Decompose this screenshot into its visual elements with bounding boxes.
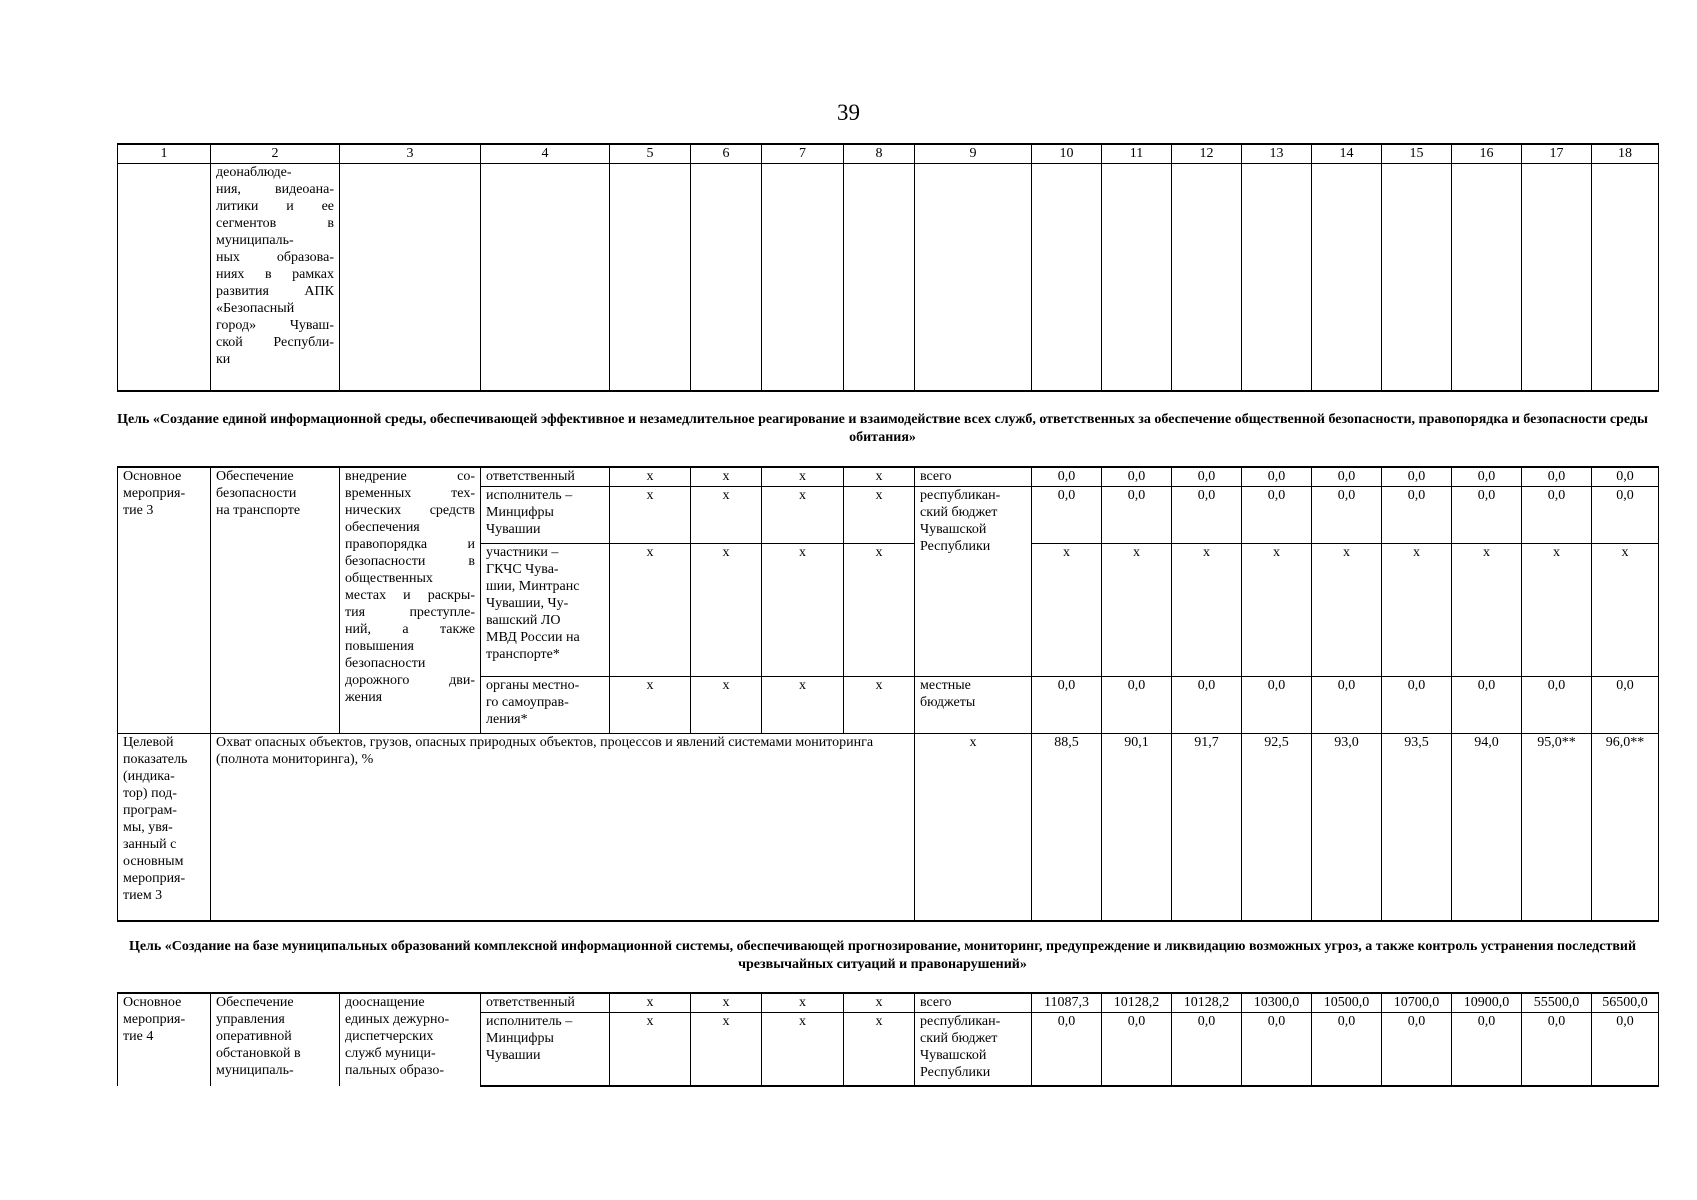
value-cell: 0,0 (1522, 486, 1592, 543)
measure-4-description: дооснащение единых дежурно- диспетчерских служб муници- пальных образо- (340, 993, 481, 1086)
col-num: 14 (1312, 144, 1382, 164)
value-cell: 0,0 (1522, 467, 1592, 486)
col-num: 10 (1032, 144, 1102, 164)
executor-label: ответственный (481, 993, 610, 1012)
col-num: 4 (481, 144, 610, 164)
value-cell: 0,0 (1522, 676, 1592, 733)
measure-4-table (117, 992, 1659, 1087)
value-cell: 95,0** (1522, 733, 1592, 921)
value-cell: 0,0 (1592, 467, 1659, 486)
value-cell: 0,0 (1102, 676, 1172, 733)
x-mark: x (610, 543, 691, 676)
col-num: 15 (1382, 144, 1452, 164)
col-num: 12 (1172, 144, 1242, 164)
x-mark: x (844, 543, 915, 676)
col-num: 13 (1242, 144, 1312, 164)
continuation-text: деонаблюде- ния, видеоана- литики и ее сегментов в муниципаль- ных образова- ниях в рамках развития АПК «Безопасный город» Чуваш- ской Республи- ки (211, 164, 340, 391)
value-cell: 96,0** (1592, 733, 1659, 921)
measure-3-description: внедрение со- временных тех- нических средств обеспечения правопорядка и безопасности в общественных местах и раскры- тия преступле- ний, а также повышения безопасности дорожного дви- жения (340, 467, 481, 733)
value-cell: 0,0 (1242, 486, 1312, 543)
continuation-row (118, 164, 1659, 391)
value-cell: 90,1 (1102, 733, 1172, 921)
value-cell: 0,0 (1242, 467, 1312, 486)
value-cell: 0,0 (1242, 676, 1312, 733)
value-cell: 10128,2 (1102, 993, 1172, 1012)
x-mark: x (844, 676, 915, 733)
value-cell: 0,0 (1032, 486, 1102, 543)
value-cell: 0,0 (1452, 1012, 1522, 1086)
value-cell: 0,0 (1032, 467, 1102, 486)
x-mark: x (844, 993, 915, 1012)
col-num: 1 (118, 144, 211, 164)
x-mark: x (691, 486, 762, 543)
x-mark: x (844, 1012, 915, 1086)
value-cell: 0,0 (1172, 676, 1242, 733)
x-mark: x (762, 1012, 844, 1086)
x-mark: x (610, 676, 691, 733)
x-mark: x (610, 1012, 691, 1086)
value-cell: x (1032, 543, 1102, 676)
funding-source: республикан- ский бюджет Чувашской Республики (915, 486, 1032, 676)
value-cell: 0,0 (1452, 486, 1522, 543)
col-num: 5 (610, 144, 691, 164)
value-cell: x (1522, 543, 1592, 676)
funding-source: местные бюджеты (915, 676, 1032, 733)
value-cell: 0,0 (1312, 467, 1382, 486)
value-cell: 0,0 (1172, 467, 1242, 486)
executor-label: исполнитель – Минцифры Чувашии (481, 1012, 610, 1086)
value-cell: 88,5 (1032, 733, 1102, 921)
executor-label: ответственный (481, 467, 610, 486)
col-num: 3 (340, 144, 481, 164)
executor-label: органы местно- го самоуправ- ления* (481, 676, 610, 733)
goal-heading-1: Цель «Создание единой информационной среды, обеспечивающей эффективное и незамедлительное реагирование и взаимодействие всех служб, ответственных за обеспечение общественной безопасности, правопорядка и безопасности среды обитания» (117, 412, 1648, 445)
continuation-table (117, 143, 1659, 392)
value-cell: x (1312, 543, 1382, 676)
measure-3-table (117, 466, 1659, 922)
x-mark: x (762, 486, 844, 543)
value-cell: 10128,2 (1172, 993, 1242, 1012)
value-cell: 0,0 (1102, 486, 1172, 543)
measure-3-title: Обеспечение безопасности на транспорте (211, 467, 340, 733)
value-cell: x (1102, 543, 1172, 676)
x-mark: x (610, 486, 691, 543)
executor-label: участники – ГКЧС Чува- шии, Минтранс Чувашии, Чу- вашский ЛО МВД России на транспорте* (481, 543, 610, 676)
col-num: 9 (915, 144, 1032, 164)
value-cell: 93,5 (1382, 733, 1452, 921)
x-mark: x (691, 993, 762, 1012)
col-num: 18 (1592, 144, 1659, 164)
value-cell: x (1382, 543, 1452, 676)
value-cell: 0,0 (1102, 1012, 1172, 1086)
x-mark: x (762, 676, 844, 733)
value-cell: 0,0 (1452, 676, 1522, 733)
x-mark: x (762, 543, 844, 676)
value-cell: 0,0 (1382, 486, 1452, 543)
value-cell: 92,5 (1242, 733, 1312, 921)
value-cell: 0,0 (1592, 1012, 1659, 1086)
measure-4-title: Обеспечение управления оперативной обстановкой в муниципаль- (211, 993, 340, 1086)
x-mark: x (844, 486, 915, 543)
col-num: 6 (691, 144, 762, 164)
value-cell: 10500,0 (1312, 993, 1382, 1012)
value-cell: 0,0 (1242, 1012, 1312, 1086)
value-cell: x (1172, 543, 1242, 676)
col-num: 11 (1102, 144, 1172, 164)
value-cell: x (1592, 543, 1659, 676)
x-mark: x (610, 993, 691, 1012)
value-cell: 0,0 (1312, 486, 1382, 543)
value-cell: 55500,0 (1522, 993, 1592, 1012)
value-cell: 10900,0 (1452, 993, 1522, 1012)
value-cell: 10300,0 (1242, 993, 1312, 1012)
value-cell: 0,0 (1592, 486, 1659, 543)
value-cell: 0,0 (1382, 1012, 1452, 1086)
col-num: 16 (1452, 144, 1522, 164)
value-cell: 0,0 (1102, 467, 1172, 486)
x-mark: x (762, 993, 844, 1012)
executor-label: исполнитель – Минцифры Чувашии (481, 486, 610, 543)
funding-source: всего (915, 993, 1032, 1012)
x-mark: x (844, 467, 915, 486)
page-number: 39 (837, 100, 860, 125)
value-cell: 94,0 (1452, 733, 1522, 921)
value-cell: x (1452, 543, 1522, 676)
measure-4-name: Основное мероприя- тие 4 (118, 993, 211, 1086)
value-cell: 91,7 (1172, 733, 1242, 921)
x-mark: x (610, 467, 691, 486)
x-mark: x (915, 733, 1032, 921)
funding-source: республикан- ский бюджет Чувашской Республики (915, 1012, 1032, 1086)
value-cell: x (1242, 543, 1312, 676)
x-mark: x (762, 467, 844, 486)
value-cell: 56500,0 (1592, 993, 1659, 1012)
x-mark: x (691, 676, 762, 733)
col-num: 8 (844, 144, 915, 164)
indicator-name: Целевой показатель (индика- тор) под- програм- мы, увя- занный с основным мероприя- тием 3 (118, 733, 211, 921)
indicator-row (118, 733, 1659, 921)
x-mark: x (691, 543, 762, 676)
value-cell: 0,0 (1382, 676, 1452, 733)
value-cell: 0,0 (1172, 486, 1242, 543)
value-cell: 93,0 (1312, 733, 1382, 921)
indicator-text: Охват опасных объектов, грузов, опасных природных объектов, процессов и явлений системами мониторинга (полнота мониторинга), % (211, 733, 915, 921)
value-cell: 0,0 (1032, 1012, 1102, 1086)
table-row (118, 467, 1659, 486)
value-cell: 0,0 (1382, 467, 1452, 486)
value-cell: 11087,3 (1032, 993, 1102, 1012)
value-cell: 10700,0 (1382, 993, 1452, 1012)
x-mark: x (691, 1012, 762, 1086)
value-cell: 0,0 (1592, 676, 1659, 733)
value-cell: 0,0 (1312, 1012, 1382, 1086)
value-cell: 0,0 (1522, 1012, 1592, 1086)
value-cell: 0,0 (1032, 676, 1102, 733)
column-number-header (118, 144, 1659, 164)
x-mark: x (691, 467, 762, 486)
col-num: 17 (1522, 144, 1592, 164)
value-cell: 0,0 (1312, 676, 1382, 733)
value-cell: 0,0 (1452, 467, 1522, 486)
col-num: 7 (762, 144, 844, 164)
table-row (118, 993, 1659, 1012)
col-num: 2 (211, 144, 340, 164)
value-cell: 0,0 (1172, 1012, 1242, 1086)
funding-source: всего (915, 467, 1032, 486)
measure-3-name: Основное мероприя- тие 3 (118, 467, 211, 733)
goal-heading-2: Цель «Создание на базе муниципальных образований комплексной информационной системы, обеспечивающей прогнозирование, мониторинг, предупреждение и ликвидацию возможных угроз, а также контроль устранения последствий чрезвычайных ситуаций и правонарушений» (128, 939, 1637, 972)
